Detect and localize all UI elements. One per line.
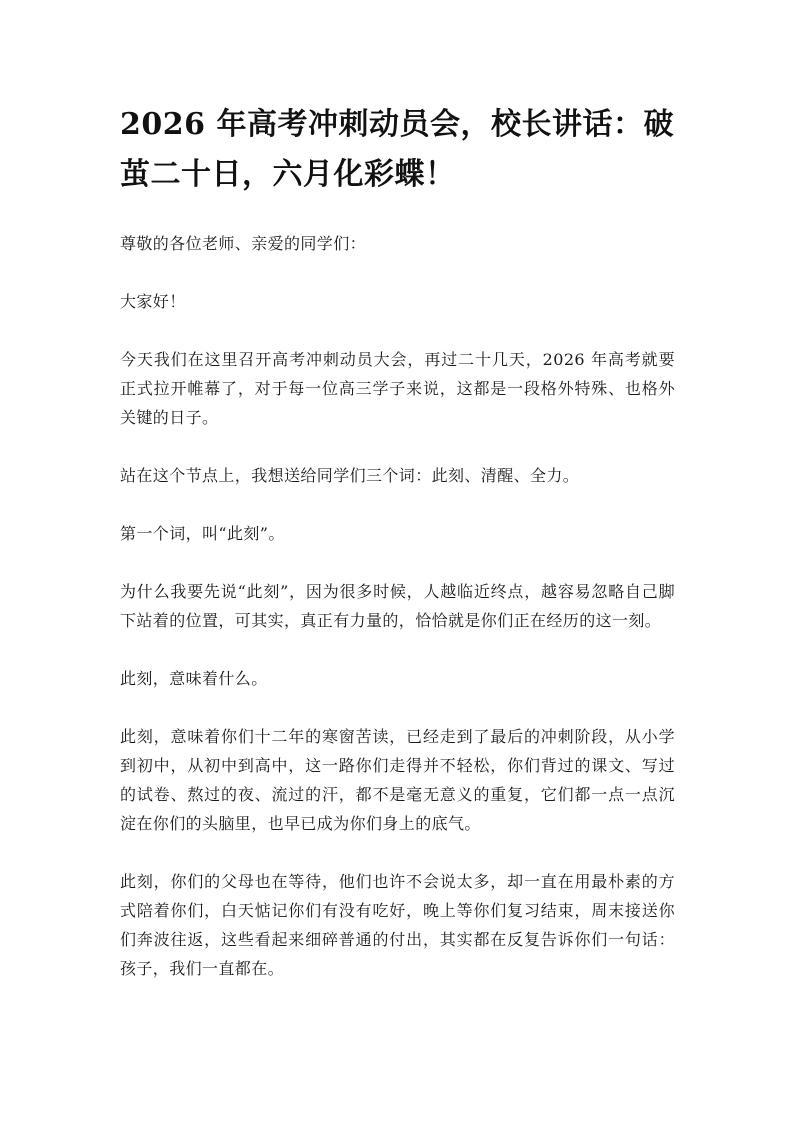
paragraph-parents: 此刻，你们的父母也在等待，他们也许不会说太多，却一直在用最朴素的方式陪着你们，白天惦记你们有没有吃好，晚上等你们复习结束，周末接送你们奔波往返，这些看起来细碎普通的付出，其实都在反复告诉你们一句话：孩子，我们一直都在。 bbox=[120, 872, 675, 978]
paragraph-three-words: 站在这个节点上，我想送给同学们三个词：此刻、清醒、全力。 bbox=[120, 466, 580, 485]
document-title: 2026 年高考冲刺动员会，校长讲话：破茧二十日，六月化彩蝶！ bbox=[120, 107, 674, 192]
paragraph-first-word: 第一个词，叫“此刻”。 bbox=[120, 524, 285, 543]
paragraph-why-now: 为什么我要先说“此刻”，因为很多时候，人越临近终点，越容易忽略自己脚下站着的位置，可其实，真正有力量的，恰恰就是你们正在经历的这一刻。 bbox=[120, 582, 675, 630]
paragraph-twelve-years: 此刻，意味着你们十二年的寒窗苦读，已经走到了最后的冲刺阶段，从小学到初中，从初中到高中，这一路你们走得并不轻松，你们背过的课文、写过的试卷、熬过的夜、流过的汗，都不是毫无意义的重复，它们都一点一点沉淀在你们的头脑里，也早已成为你们身上的底气。 bbox=[120, 727, 675, 833]
paragraph-greeting: 大家好！ bbox=[120, 292, 186, 311]
document-body bbox=[120, 229, 675, 1012]
paragraph-salutation: 尊敬的各位老师、亲爱的同学们： bbox=[120, 234, 367, 253]
paragraph-intro: 今天我们在这里召开高考冲刺动员大会，再过二十几天，2026 年高考就要正式拉开帷幕了，对于每一位高三学子来说，这都是一段格外特殊、也格外关键的日子。 bbox=[120, 350, 675, 427]
paragraph-meaning-question: 此刻，意味着什么。 bbox=[120, 669, 268, 688]
